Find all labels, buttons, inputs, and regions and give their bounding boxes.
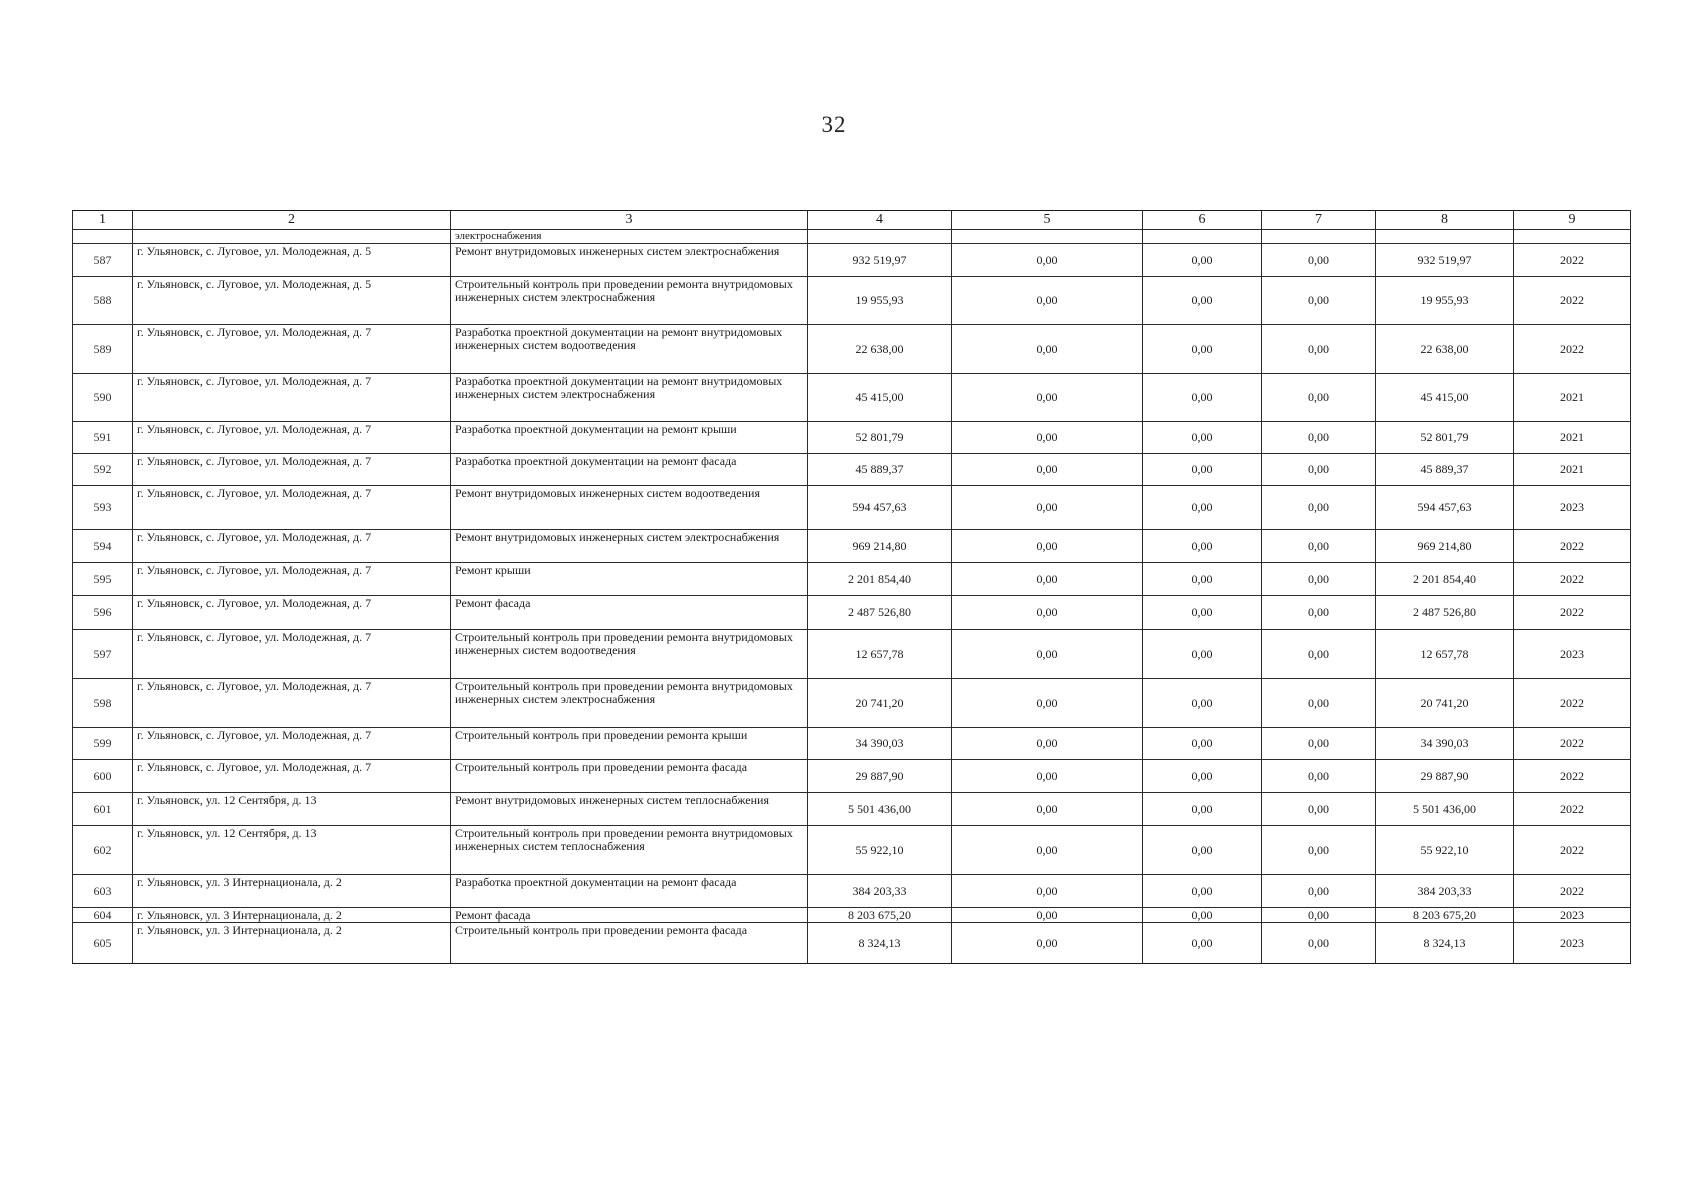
cell-col6: 0,00	[1143, 563, 1262, 596]
cell-work: Строительный контроль при проведении ремонта внутридомовых инженерных систем электроснабжения	[451, 679, 808, 728]
cell-work: Ремонт фасада	[451, 908, 808, 923]
cell-col6: 0,00	[1143, 793, 1262, 826]
cell-col4	[808, 230, 952, 244]
cell-work: Строительный контроль при проведении ремонта внутридомовых инженерных систем водоотведения	[451, 630, 808, 679]
column-header-7: 7	[1262, 211, 1376, 230]
table-row	[73, 630, 1631, 679]
column-header-3: 3	[451, 211, 808, 230]
cell-col5: 0,00	[952, 486, 1143, 530]
cell-number: 596	[73, 596, 133, 630]
table-row	[73, 875, 1631, 908]
cell-col7: 0,00	[1262, 679, 1376, 728]
cell-col4: 384 203,33	[808, 875, 952, 908]
table-row	[73, 826, 1631, 875]
cell-col7: 0,00	[1262, 630, 1376, 679]
cell-year: 2022	[1514, 760, 1631, 793]
cell-col8: 12 657,78	[1376, 630, 1514, 679]
cell-col8: 22 638,00	[1376, 325, 1514, 374]
cell-col8: 20 741,20	[1376, 679, 1514, 728]
cell-col4: 52 801,79	[808, 422, 952, 454]
cell-year: 2022	[1514, 793, 1631, 826]
cell-year: 2021	[1514, 374, 1631, 422]
cell-col5: 0,00	[952, 875, 1143, 908]
cell-col8: 45 889,37	[1376, 454, 1514, 486]
cell-col5: 0,00	[952, 923, 1143, 964]
cell-col4: 20 741,20	[808, 679, 952, 728]
cell-work: Строительный контроль при проведении ремонта крыши	[451, 728, 808, 760]
cell-col4: 12 657,78	[808, 630, 952, 679]
works-table	[72, 210, 1631, 964]
cell-number: 598	[73, 679, 133, 728]
cell-col8: 5 501 436,00	[1376, 793, 1514, 826]
cell-work: Строительный контроль при проведении ремонта фасада	[451, 923, 808, 964]
cell-work: Строительный контроль при проведении ремонта фасада	[451, 760, 808, 793]
table-row	[73, 325, 1631, 374]
cell-address: г. Ульяновск, ул. 3 Интернационала, д. 2	[133, 875, 451, 908]
cell-work: Строительный контроль при проведении ремонта внутридомовых инженерных систем теплоснабжения	[451, 826, 808, 875]
cell-col4: 55 922,10	[808, 826, 952, 875]
cell-col7	[1262, 230, 1376, 244]
cell-number: 590	[73, 374, 133, 422]
cell-col4: 8 203 675,20	[808, 908, 952, 923]
cell-work: Разработка проектной документации на ремонт фасада	[451, 875, 808, 908]
cell-col6: 0,00	[1143, 422, 1262, 454]
cell-number: 602	[73, 826, 133, 875]
cell-col5: 0,00	[952, 530, 1143, 563]
cell-year: 2021	[1514, 454, 1631, 486]
table-row	[73, 923, 1631, 964]
cell-number: 601	[73, 793, 133, 826]
cell-col8: 34 390,03	[1376, 728, 1514, 760]
cell-col7: 0,00	[1262, 923, 1376, 964]
table-body	[73, 230, 1631, 964]
cell-number: 587	[73, 244, 133, 277]
cell-year: 2022	[1514, 826, 1631, 875]
cell-number: 595	[73, 563, 133, 596]
cell-work: Ремонт крыши	[451, 563, 808, 596]
cell-col8: 29 887,90	[1376, 760, 1514, 793]
cell-col5: 0,00	[952, 454, 1143, 486]
cell-col7: 0,00	[1262, 760, 1376, 793]
cell-col7: 0,00	[1262, 728, 1376, 760]
cell-col4: 22 638,00	[808, 325, 952, 374]
cell-col6: 0,00	[1143, 679, 1262, 728]
cell-col5: 0,00	[952, 374, 1143, 422]
cell-year: 2023	[1514, 923, 1631, 964]
cell-col5: 0,00	[952, 422, 1143, 454]
cell-col8: 55 922,10	[1376, 826, 1514, 875]
cell-col8: 2 201 854,40	[1376, 563, 1514, 596]
cell-year: 2022	[1514, 596, 1631, 630]
cell-col6: 0,00	[1143, 760, 1262, 793]
cell-col8: 932 519,97	[1376, 244, 1514, 277]
column-header-6: 6	[1143, 211, 1262, 230]
cell-address: г. Ульяновск, с. Луговое, ул. Молодежная, д. 7	[133, 760, 451, 793]
cell-work: Ремонт внутридомовых инженерных систем электроснабжения	[451, 244, 808, 277]
cell-address: г. Ульяновск, с. Луговое, ул. Молодежная, д. 7	[133, 530, 451, 563]
cell-address: г. Ульяновск, с. Луговое, ул. Молодежная, д. 7	[133, 563, 451, 596]
cell-address: г. Ульяновск, ул. 3 Интернационала, д. 2	[133, 908, 451, 923]
cell-col5: 0,00	[952, 728, 1143, 760]
cell-col7: 0,00	[1262, 596, 1376, 630]
cell-col6: 0,00	[1143, 325, 1262, 374]
continuation-row	[73, 230, 1631, 244]
cell-number: 597	[73, 630, 133, 679]
cell-col4: 19 955,93	[808, 277, 952, 325]
cell-work: электроснабжения	[451, 230, 808, 244]
cell-col4: 5 501 436,00	[808, 793, 952, 826]
cell-col5: 0,00	[952, 277, 1143, 325]
cell-col6: 0,00	[1143, 875, 1262, 908]
cell-address: г. Ульяновск, с. Луговое, ул. Молодежная, д. 7	[133, 486, 451, 530]
cell-work: Разработка проектной документации на ремонт фасада	[451, 454, 808, 486]
cell-address: г. Ульяновск, с. Луговое, ул. Молодежная, д. 7	[133, 454, 451, 486]
cell-work: Ремонт внутридомовых инженерных систем теплоснабжения	[451, 793, 808, 826]
cell-year: 2022	[1514, 277, 1631, 325]
table-row	[73, 454, 1631, 486]
cell-col8: 8 324,13	[1376, 923, 1514, 964]
cell-col4: 932 519,97	[808, 244, 952, 277]
cell-address: г. Ульяновск, с. Луговое, ул. Молодежная, д. 5	[133, 277, 451, 325]
table-row	[73, 374, 1631, 422]
column-header-4: 4	[808, 211, 952, 230]
cell-work: Строительный контроль при проведении ремонта внутридомовых инженерных систем электроснабжения	[451, 277, 808, 325]
cell-year: 2022	[1514, 325, 1631, 374]
cell-col6: 0,00	[1143, 826, 1262, 875]
cell-col6: 0,00	[1143, 486, 1262, 530]
cell-col6: 0,00	[1143, 908, 1262, 923]
cell-year: 2022	[1514, 244, 1631, 277]
cell-col5: 0,00	[952, 630, 1143, 679]
cell-year: 2021	[1514, 422, 1631, 454]
cell-work: Ремонт фасада	[451, 596, 808, 630]
cell-col6: 0,00	[1143, 454, 1262, 486]
column-header-8: 8	[1376, 211, 1514, 230]
cell-col6: 0,00	[1143, 244, 1262, 277]
cell-col7: 0,00	[1262, 325, 1376, 374]
cell-number: 603	[73, 875, 133, 908]
cell-col7: 0,00	[1262, 374, 1376, 422]
cell-address: г. Ульяновск, с. Луговое, ул. Молодежная, д. 7	[133, 679, 451, 728]
cell-col7: 0,00	[1262, 486, 1376, 530]
cell-work: Ремонт внутридомовых инженерных систем электроснабжения	[451, 530, 808, 563]
cell-year: 2023	[1514, 630, 1631, 679]
cell-col4: 45 415,00	[808, 374, 952, 422]
cell-col8	[1376, 230, 1514, 244]
cell-number: 593	[73, 486, 133, 530]
cell-number: 592	[73, 454, 133, 486]
cell-year: 2022	[1514, 563, 1631, 596]
cell-work: Ремонт внутридомовых инженерных систем водоотведения	[451, 486, 808, 530]
cell-col5: 0,00	[952, 563, 1143, 596]
cell-col6: 0,00	[1143, 277, 1262, 325]
cell-col4: 34 390,03	[808, 728, 952, 760]
cell-year: 2023	[1514, 908, 1631, 923]
cell-work: Разработка проектной документации на ремонт крыши	[451, 422, 808, 454]
table-row	[73, 422, 1631, 454]
cell-col7: 0,00	[1262, 422, 1376, 454]
cell-number: 605	[73, 923, 133, 964]
cell-col8: 2 487 526,80	[1376, 596, 1514, 630]
table-row	[73, 679, 1631, 728]
cell-col5: 0,00	[952, 244, 1143, 277]
cell-col5: 0,00	[952, 793, 1143, 826]
cell-col8: 384 203,33	[1376, 875, 1514, 908]
cell-col7: 0,00	[1262, 530, 1376, 563]
cell-col4: 2 487 526,80	[808, 596, 952, 630]
cell-col7: 0,00	[1262, 826, 1376, 875]
cell-col8: 969 214,80	[1376, 530, 1514, 563]
cell-address: г. Ульяновск, с. Луговое, ул. Молодежная, д. 7	[133, 422, 451, 454]
cell-work: Разработка проектной документации на ремонт внутридомовых инженерных систем водоотведения	[451, 325, 808, 374]
cell-number: 600	[73, 760, 133, 793]
cell-address: г. Ульяновск, ул. 12 Сентября, д. 13	[133, 826, 451, 875]
cell-address: г. Ульяновск, с. Луговое, ул. Молодежная, д. 5	[133, 244, 451, 277]
cell-col8: 594 457,63	[1376, 486, 1514, 530]
cell-col6: 0,00	[1143, 530, 1262, 563]
cell-number: 594	[73, 530, 133, 563]
column-number-row	[73, 211, 1631, 230]
cell-address: г. Ульяновск, ул. 12 Сентября, д. 13	[133, 793, 451, 826]
cell-col4: 45 889,37	[808, 454, 952, 486]
cell-number: 588	[73, 277, 133, 325]
cell-col8: 52 801,79	[1376, 422, 1514, 454]
cell-col4: 29 887,90	[808, 760, 952, 793]
cell-number: 604	[73, 908, 133, 923]
cell-number: 589	[73, 325, 133, 374]
column-header-2: 2	[133, 211, 451, 230]
cell-number	[73, 230, 133, 244]
cell-col6: 0,00	[1143, 596, 1262, 630]
table-row	[73, 908, 1631, 923]
cell-address: г. Ульяновск, с. Луговое, ул. Молодежная, д. 7	[133, 728, 451, 760]
cell-col6: 0,00	[1143, 728, 1262, 760]
cell-col7: 0,00	[1262, 277, 1376, 325]
table-row	[73, 486, 1631, 530]
cell-number: 591	[73, 422, 133, 454]
cell-col6	[1143, 230, 1262, 244]
cell-year: 2022	[1514, 530, 1631, 563]
cell-col7: 0,00	[1262, 244, 1376, 277]
cell-col8: 8 203 675,20	[1376, 908, 1514, 923]
cell-number: 599	[73, 728, 133, 760]
table-row	[73, 760, 1631, 793]
table-row	[73, 277, 1631, 325]
works-table-sheet	[72, 210, 1630, 964]
cell-year: 2022	[1514, 728, 1631, 760]
cell-col7: 0,00	[1262, 875, 1376, 908]
cell-col7: 0,00	[1262, 908, 1376, 923]
column-header-1: 1	[73, 211, 133, 230]
cell-col6: 0,00	[1143, 374, 1262, 422]
cell-col7: 0,00	[1262, 563, 1376, 596]
cell-year: 2022	[1514, 679, 1631, 728]
cell-year: 2023	[1514, 486, 1631, 530]
cell-col5: 0,00	[952, 826, 1143, 875]
cell-address: г. Ульяновск, с. Луговое, ул. Молодежная, д. 7	[133, 325, 451, 374]
cell-col6: 0,00	[1143, 630, 1262, 679]
cell-col7: 0,00	[1262, 454, 1376, 486]
cell-year: 2022	[1514, 875, 1631, 908]
column-header-5: 5	[952, 211, 1143, 230]
cell-col8: 19 955,93	[1376, 277, 1514, 325]
table-row	[73, 793, 1631, 826]
table-row	[73, 244, 1631, 277]
table-row	[73, 530, 1631, 563]
cell-col5: 0,00	[952, 325, 1143, 374]
page-number: 32	[821, 112, 847, 137]
cell-col5	[952, 230, 1143, 244]
cell-address: г. Ульяновск, с. Луговое, ул. Молодежная, д. 7	[133, 596, 451, 630]
cell-col5: 0,00	[952, 760, 1143, 793]
cell-address	[133, 230, 451, 244]
cell-address: г. Ульяновск, с. Луговое, ул. Молодежная, д. 7	[133, 374, 451, 422]
cell-col5: 0,00	[952, 679, 1143, 728]
table-row	[73, 728, 1631, 760]
cell-col6: 0,00	[1143, 923, 1262, 964]
cell-col4: 594 457,63	[808, 486, 952, 530]
cell-col8: 45 415,00	[1376, 374, 1514, 422]
cell-col5: 0,00	[952, 908, 1143, 923]
cell-col4: 2 201 854,40	[808, 563, 952, 596]
cell-year	[1514, 230, 1631, 244]
column-header-9: 9	[1514, 211, 1631, 230]
cell-work: Разработка проектной документации на ремонт внутридомовых инженерных систем электроснабжения	[451, 374, 808, 422]
table-row	[73, 563, 1631, 596]
cell-col4: 8 324,13	[808, 923, 952, 964]
cell-col5: 0,00	[952, 596, 1143, 630]
cell-col4: 969 214,80	[808, 530, 952, 563]
cell-address: г. Ульяновск, ул. 3 Интернационала, д. 2	[133, 923, 451, 964]
cell-col7: 0,00	[1262, 793, 1376, 826]
table-row	[73, 596, 1631, 630]
cell-address: г. Ульяновск, с. Луговое, ул. Молодежная, д. 7	[133, 630, 451, 679]
